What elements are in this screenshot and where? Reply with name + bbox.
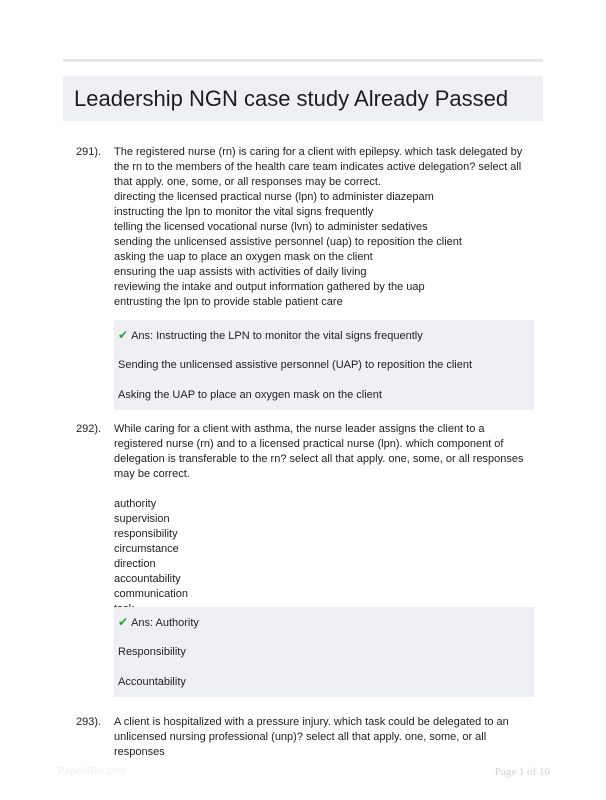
answer-line: Responsibility	[118, 646, 186, 658]
spacer	[114, 482, 534, 497]
answer-line: Sending the unlicensed assistive personnel (UAP) to reposition the client	[118, 359, 473, 371]
answer-line: Asking the UAP to place an oxygen mask on the client	[118, 389, 382, 401]
question-content	[114, 145, 534, 310]
title-banner	[63, 76, 543, 121]
check-icon: ✔	[118, 328, 129, 342]
option-item: circumstance	[114, 543, 179, 555]
question-text: A client is hospitalized with a pressure injury. which task could be delegated to an unlicensed nursing professional (unp)? select all that apply. one, some, or all responses	[114, 716, 509, 758]
question-text: The registered nurse (rn) is caring for a client with epilepsy. which task delegated by the rn to the members of the health care team indicates active delegation? select all that apply. one, some, or all responses may be correct.	[114, 146, 523, 188]
option-item: responsibility	[114, 528, 178, 540]
page-number: Page 1 of 10	[494, 766, 550, 778]
answer-box	[114, 320, 534, 410]
option-item: communication	[114, 588, 188, 600]
answer-text: Ans: Instructing the LPN to monitor the vital signs frequently	[131, 330, 423, 342]
option-item: ensuring the uap assists with activities of daily living	[114, 266, 367, 278]
option-item: telling the licensed vocational nurse (lvn) to administer sedatives	[114, 221, 428, 233]
question-text: While caring for a client with asthma, the nurse leader assigns the client to a registered nurse (rn) and to a licensed practical nurse (lpn). which component of delegation is transferable to the rn? select all that apply. one, some, or all responses may be correct.	[114, 423, 524, 480]
option-item: authority	[114, 498, 157, 510]
answer-line	[118, 320, 530, 350]
option-item: direction	[114, 558, 156, 570]
option-item: entrusting the lpn to provide stable patient care	[114, 296, 343, 308]
footer-watermark: Paper9Bic.com	[58, 766, 126, 777]
question-content	[114, 422, 534, 617]
check-icon: ✔	[118, 615, 129, 629]
top-divider	[63, 59, 543, 62]
question-number: 293).	[76, 716, 102, 728]
question-number: 291).	[76, 146, 102, 158]
answer-text: Ans: Authority	[131, 617, 199, 629]
answer-box	[114, 607, 534, 697]
option-item: directing the licensed practical nurse (lpn) to administer diazepam	[114, 191, 434, 203]
page-title: Leadership NGN case study Already Passed	[74, 86, 509, 111]
option-item: supervision	[114, 513, 170, 525]
answer-line	[118, 607, 530, 637]
option-item: instructing the lpn to monitor the vital signs frequently	[114, 206, 374, 218]
question-number: 292).	[76, 423, 102, 435]
answer-line: Accountability	[118, 676, 186, 688]
question-content	[114, 715, 534, 760]
option-item: sending the unlicensed assistive personnel (uap) to reposition the client	[114, 236, 462, 248]
option-item: asking the uap to place an oxygen mask on the client	[114, 251, 373, 263]
option-item: accountability	[114, 573, 181, 585]
option-item: reviewing the intake and output information gathered by the uap	[114, 281, 425, 293]
